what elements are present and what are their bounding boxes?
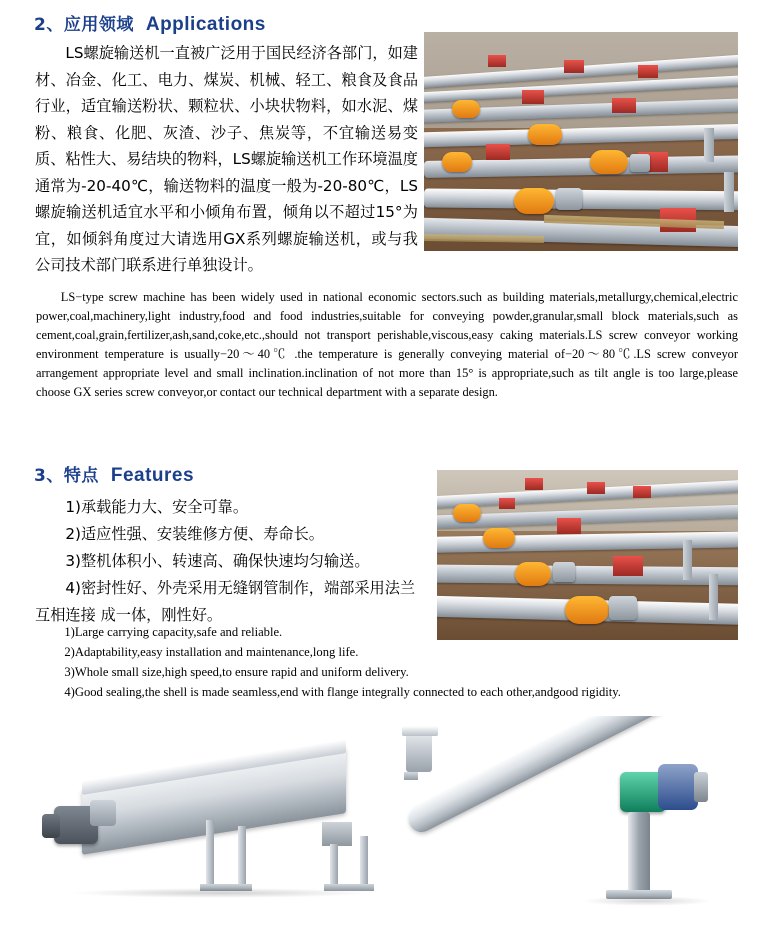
features-chinese-list xyxy=(35,494,420,629)
section-number-applications: 2、 xyxy=(34,15,64,35)
section-heading-applications xyxy=(34,10,266,36)
feature-item-cn-4-continuation: 互相连接 成一体，刚性好。 xyxy=(35,606,223,624)
features-photo xyxy=(437,470,738,640)
bottom-right-photo xyxy=(392,716,752,911)
feature-item-cn-1: 1)承载能力大、安全可靠。 xyxy=(65,498,249,516)
applications-chinese-paragraph: LS螺旋输送机一直被广泛用于国民经济各部门，如建材、冶金、化工、电力、煤炭、机械、轻工、粮食及食品行业，适宜输送粉状、颗粒状、小块状物料，如水泥、煤粉、粮食、化肥、灰渣、沙子、焦炭等，不宜输送易变质、粘性大、易结块的物料，LS螺旋输送机工作环境温度通常为-20-40℃，输送物料的温度一般为-20-80℃，LS螺旋输送机适宜水平和小倾角布置，倾角以不超过15°为宜，如倾斜角度过大请选用GX系列螺旋输送机，或与我公司技术部门联系进行单独设计。 xyxy=(35,44,418,274)
feature-item-cn-4: 4)密封性好、外壳采用无缝钢管制作，端部采用法兰 xyxy=(65,579,416,597)
section-title-en-applications: Applications xyxy=(145,14,266,35)
section-heading-features xyxy=(34,461,194,487)
section-title-cn-features: 特点 xyxy=(63,466,99,486)
feature-item-en-4: 4)Good sealing,the shell is made seamless,end with flange integrally connected to each other,andgood rigidity. xyxy=(64,685,621,699)
applications-photo xyxy=(424,32,738,251)
feature-item-en-2: 2)Adaptability,easy installation and maintenance,long life. xyxy=(64,645,359,659)
bottom-left-photo xyxy=(30,716,380,906)
section-title-en-features: Features xyxy=(110,465,195,486)
feature-item-cn-2: 2)适应性强、安装维修方便、寿命长。 xyxy=(65,525,324,543)
section-title-cn-applications: 应用领域 xyxy=(63,15,134,35)
feature-item-en-3: 3)Whole small size,high speed,to ensure rapid and uniform delivery. xyxy=(64,665,409,679)
feature-item-cn-3: 3)整机体积小、转速高、确保快速均匀输送。 xyxy=(65,552,370,570)
feature-item-en-1: 1)Large carrying capacity,safe and reliable. xyxy=(64,625,283,639)
section-number-features: 3、 xyxy=(34,466,64,486)
features-english-list xyxy=(48,622,748,702)
applications-english-paragraph: LS−type screw machine has been widely used in national economic sectors.such as building materials,metallurgy,chemical,electric power,coal,machinery,light industry,food and food industries,suitable for conveying powder,granular,small block materials,such as cement,coal,grain,fertilizer,ash,sand,coke,etc.,should not transport perishable,viscous,easy caking materials.LS screw conveyor working environment temperature is usually−20～40℃ .the temperature is generally conveying material of−20～80℃.LS screw conveyor arrangement appropriate level and small inclination.inclination of not more than 15° is appropriate,such as tilt angle is too large,please choose GX series screw conveyor,or contact our technical department with a separate design. xyxy=(36,290,738,399)
